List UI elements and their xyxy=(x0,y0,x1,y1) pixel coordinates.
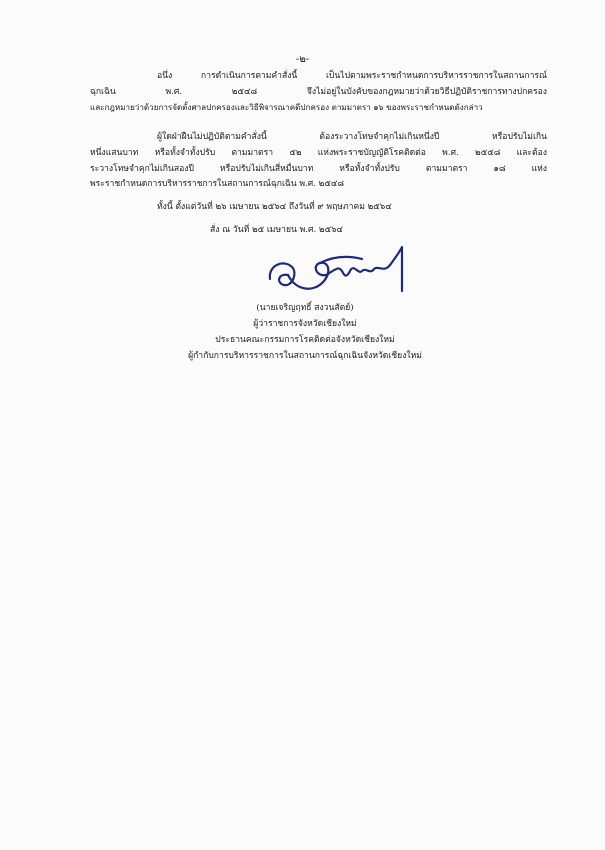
ordered-date-line: สั่ง ณ วันที่ ๒๕ เมษายน พ.ศ. ๒๕๖๔ xyxy=(210,225,344,235)
page-number: -๒- xyxy=(295,54,310,65)
paragraph-2-line-4: พระราชกำหนดการบริหารราชการในสถานการณ์ฉุกเฉิน พ.ศ. ๒๕๔๘ xyxy=(90,179,344,189)
signatory-title-2: ประธานคณะกรรมการโรคติดต่อจังหวัดเชียงใหม่ xyxy=(215,335,395,345)
paragraph-1-line-3: และกฎหมายว่าด้วยการจัดตั้งศาลปกครองและวิธีพิจารณาคดีปกครอง ตามมาตรา ๑๖ ของพระราชกำหนดดังกล่าว xyxy=(90,102,483,112)
effective-date-line: ทั้งนี้ ตั้งแต่วันที่ ๒๖ เมษายน ๒๕๖๔ ถึงวันที่ ๙ พฤษภาคม ๒๕๖๔ xyxy=(157,202,392,212)
paragraph-1-line-1: อนึ่ง การดำเนินการตามคำสั่งนี้ เป็นไปตามพระราชกำหนดการบริหารราชการในสถานการณ์ xyxy=(157,71,547,81)
signatory-title-1: ผู้ว่าราชการจังหวัดเชียงใหม่ xyxy=(253,319,357,329)
paragraph-2-line-3: ระวางโทษจำคุกไม่เกินสองปี หรือปรับไม่เกินสี่หมื่นบาท หรือทั้งจำทั้งปรับ ตามมาตรา ๑๘ แห่ง xyxy=(90,164,547,174)
signatory-name: (นายเจริญฤทธิ์ สงวนสัตย์) xyxy=(256,303,354,313)
signatory-title-3: ผู้กำกับการบริหารราชการในสถานการณ์ฉุกเฉินจังหวัดเชียงใหม่ xyxy=(188,351,422,361)
paragraph-1-line-2: ฉุกเฉิน พ.ศ. ๒๕๔๘ จึงไม่อยู่ในบังคับของกฎหมายว่าด้วยวิธีปฏิบัติราชการทางปกครอง xyxy=(90,87,547,97)
paragraph-2-line-2: หนึ่งแสนบาท หรือทั้งจำทั้งปรับ ตามมาตรา ๕๒ แห่งพระราชบัญญัติโรคติดต่อ พ.ศ. ๒๕๕๘ และต้อง xyxy=(90,148,547,158)
handwritten-signature xyxy=(262,245,412,297)
paragraph-2-line-1: ผู้ใดฝ่าฝืนไม่ปฏิบัติตามคำสั่งนี้ ต้องระวางโทษจำคุกไม่เกินหนึ่งปี หรือปรับไม่เกิน xyxy=(157,132,547,142)
